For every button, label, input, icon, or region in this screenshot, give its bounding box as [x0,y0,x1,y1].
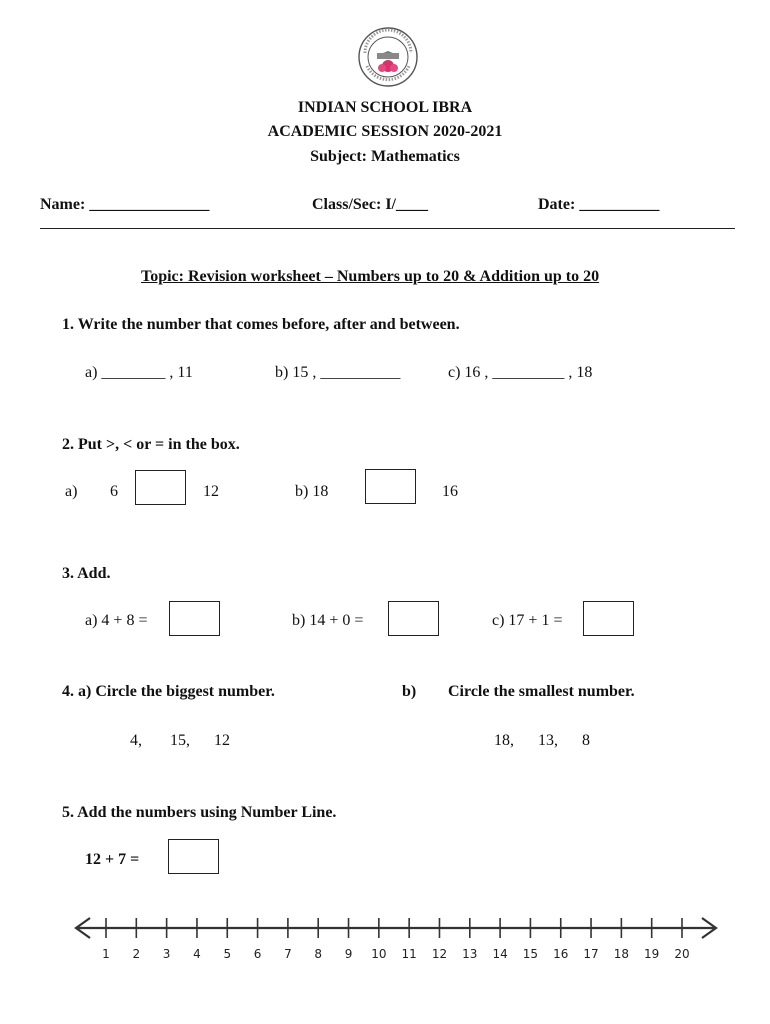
class-field[interactable]: Class/Sec: I/____ [312,196,428,213]
number-line-label: 1 [102,947,110,961]
number-line-label: 3 [162,947,171,961]
q5-answer-box[interactable] [168,839,219,874]
number-line-label: 2 [132,947,141,961]
number-line-label: 6 [253,947,262,961]
q3-title: 3. Add. [62,565,111,582]
number-line-label: 20 [674,947,690,961]
q2-title: 2. Put >, < or = in the box. [62,436,240,453]
date-field[interactable]: Date: __________ [538,196,660,213]
number-line-label: 8 [314,947,323,961]
q2-a-left: 6 [110,483,118,500]
q1-c[interactable]: c) 16 , _________ , 18 [448,364,593,381]
q2-a-right: 12 [203,483,219,500]
q1-a[interactable]: a) ________ , 11 [85,364,193,381]
number-line-label: 12 [431,947,448,961]
q2-b-label: b) 18 [295,483,329,500]
number-line-label: 13 [462,947,478,961]
q3-b: b) 14 + 0 = [292,612,364,629]
number-line-label: 9 [344,947,353,961]
q2-a-label: a) [65,483,78,500]
number-line-label: 16 [553,947,569,961]
q1-b[interactable]: b) 15 , __________ [275,364,401,381]
number-line-label: 17 [583,947,599,961]
number-line-label: 5 [223,947,232,961]
q2-a-answer-box[interactable] [135,470,186,505]
q3-b-answer-box[interactable] [388,601,439,636]
q5-expression: 12 + 7 = [85,851,140,868]
q4-b-label: b) [402,683,417,700]
q3-a-answer-box[interactable] [169,601,220,636]
q2-b-right: 16 [442,483,458,500]
school-logo [357,26,419,88]
q3-c: c) 17 + 1 = [492,612,563,629]
number-line [72,910,722,970]
q4-a-numbers[interactable]: 4, 15, 12 [130,732,230,749]
q5-title: 5. Add the numbers using Number Line. [62,804,337,821]
q4-a-title: 4. a) Circle the biggest number. [62,683,275,700]
number-line-label: 4 [193,947,201,961]
number-line-label: 7 [284,947,292,961]
q3-c-answer-box[interactable] [583,601,634,636]
q1-title: 1. Write the number that comes before, after and between. [62,316,460,333]
number-line-label: 14 [492,947,508,961]
topic-title: Topic: Revision worksheet – Numbers up to 20 & Addition up to 20 [141,268,600,285]
academic-session: ACADEMIC SESSION 2020-2021 [267,123,503,140]
q2-b-answer-box[interactable] [365,469,416,504]
number-line-label: 10 [371,947,387,961]
number-line-label: 19 [644,947,660,961]
number-line-label: 11 [401,947,417,961]
subject-title: Subject: Mathematics [310,148,460,165]
number-line-label: 15 [522,947,539,961]
q4-b-numbers[interactable]: 18, 13, 8 [494,732,590,749]
name-field[interactable]: Name: _______________ [40,196,210,213]
q3-a: a) 4 + 8 = [85,612,148,629]
number-line-label: 18 [613,947,630,961]
q4-b-title: Circle the smallest number. [448,683,635,700]
school-name: INDIAN SCHOOL IBRA [297,99,473,116]
divider-rule [40,228,735,229]
